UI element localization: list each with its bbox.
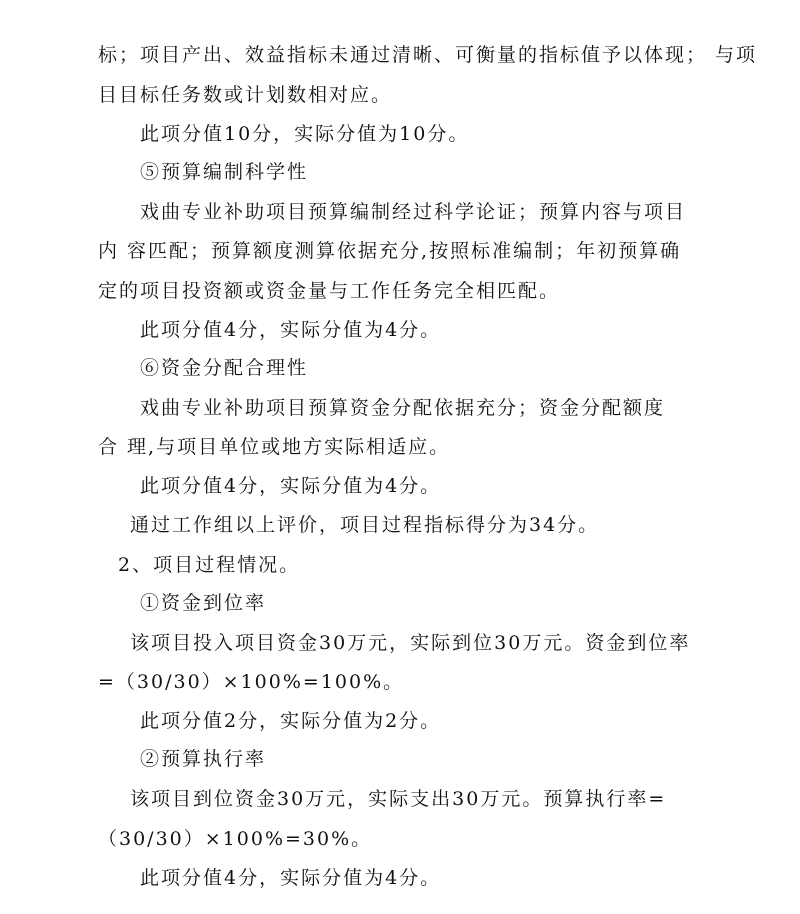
text-line: 此项分值2分，实际分值为2分。 (140, 710, 442, 732)
text-line: 戏曲专业补助项目预算资金分配依据充分；资金分配额度 (140, 397, 666, 419)
text-line: 目目标任务数或计划数相对应。 (98, 84, 393, 106)
text-line: 通过工作组以上评价，项目过程指标得分为34分。 (130, 514, 600, 536)
section-heading: ⑥资金分配合理性 (140, 357, 309, 379)
text-line: 戏曲专业补助项目预算编制经过科学论证；预算内容与项目 (140, 201, 687, 223)
text-line: 内 容匹配；预算额度测算依据充分,按照标准编制；年初预算确 (98, 240, 682, 262)
text-line: （30/30）×100%=30%。 (98, 828, 373, 850)
text-line: 定的项目投资额或资金量与工作任务完全相匹配。 (98, 280, 561, 302)
text-line: 此项分值4分，实际分值为4分。 (140, 475, 442, 497)
text-line: 此项分值10分，实际分值为10分。 (140, 123, 470, 145)
text-line: 合 理,与项目单位或地方实际相适应。 (98, 436, 451, 458)
section-heading: ⑤预算编制科学性 (140, 161, 309, 183)
text-line: 该项目到位资金30万元，实际支出30万元。预算执行率= (130, 788, 667, 810)
text-line: 标；项目产出、效益指标未通过清晰、可衡量的指标值予以体现； 与项 (98, 44, 758, 66)
section-heading: ①资金到位率 (140, 592, 267, 614)
text-line: =（30/30）×100%=100%。 (98, 671, 405, 693)
section-heading: 2、项目过程情况。 (118, 554, 301, 576)
text-line: 此项分值4分，实际分值为4分。 (140, 319, 442, 341)
section-heading: ②预算执行率 (140, 748, 267, 770)
text-line: 该项目投入项目资金30万元，实际到位30万元。资金到位率 (130, 632, 691, 654)
text-line: 此项分值4分，实际分值为4分。 (140, 867, 442, 889)
